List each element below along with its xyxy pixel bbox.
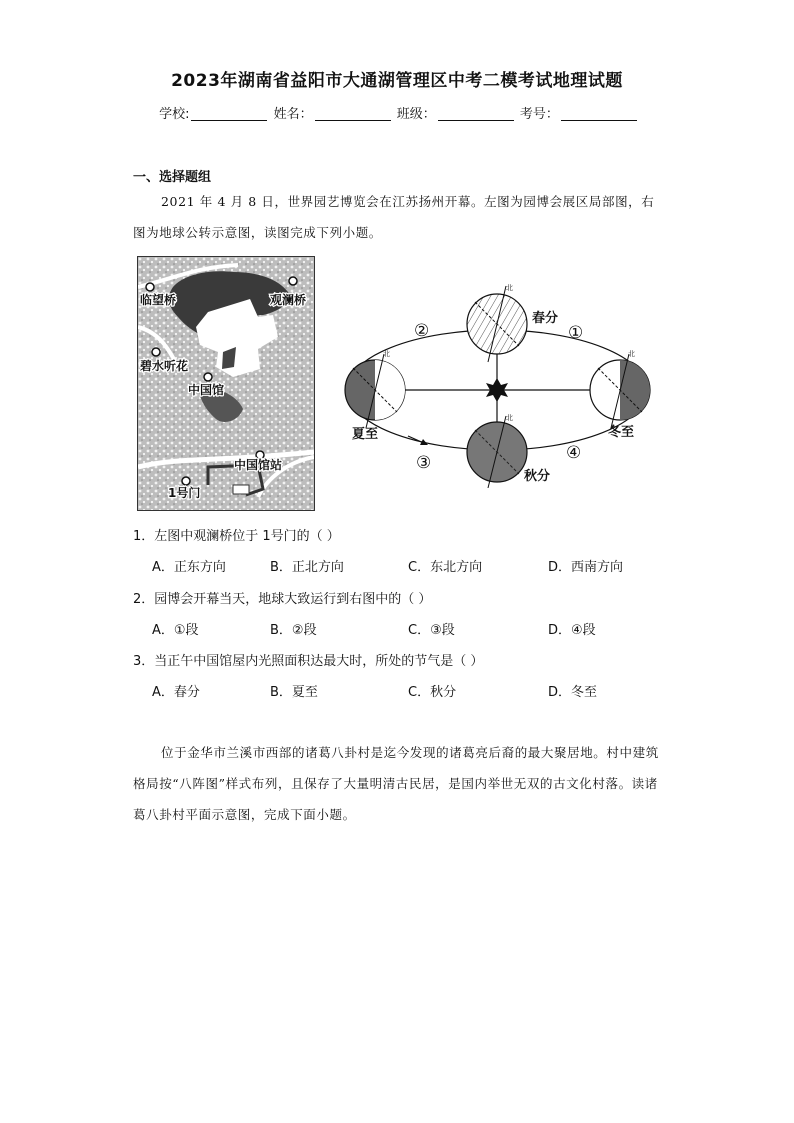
label-spring: 春分 bbox=[532, 311, 559, 326]
guanlan-marker-icon bbox=[289, 277, 297, 285]
class-label: 班级： bbox=[396, 107, 436, 122]
label-segment-2: ② bbox=[414, 321, 430, 341]
exam-number-blank bbox=[561, 106, 637, 121]
label-winter: 冬至 bbox=[608, 425, 635, 440]
exam-number-label: 考号： bbox=[519, 107, 559, 122]
expo-area-map bbox=[137, 256, 315, 511]
name-blank bbox=[315, 106, 391, 121]
q2-option-c[interactable]: C．③段 bbox=[408, 623, 455, 638]
map-label-bishui: 碧水听花 bbox=[140, 359, 189, 373]
q2-option-a[interactable]: A．①段 bbox=[152, 623, 199, 638]
map-label-station: 中国馆站 bbox=[234, 458, 283, 472]
q1-option-a[interactable]: A．正东方向 bbox=[152, 560, 226, 575]
label-segment-3: ③ bbox=[416, 453, 432, 473]
q1-option-d[interactable]: D．西南方向 bbox=[548, 560, 624, 575]
north-label-summer: 北 bbox=[383, 350, 390, 358]
north-label-winter: 北 bbox=[628, 350, 635, 358]
zhongguoguan-marker-icon bbox=[204, 373, 212, 381]
student-info-line bbox=[0, 103, 794, 122]
q3-option-a[interactable]: A．春分 bbox=[152, 685, 200, 700]
earth-summer-solstice bbox=[345, 354, 405, 428]
school-label: 学校: bbox=[159, 107, 190, 122]
q1-option-c[interactable]: C．东北方向 bbox=[408, 560, 483, 575]
linwang-marker-icon bbox=[146, 283, 154, 291]
map-label-guanlan: 观澜桥 bbox=[270, 293, 307, 307]
q2-option-b[interactable]: B．②段 bbox=[270, 623, 317, 638]
map-label-gate: 1号门 bbox=[168, 486, 201, 500]
school-blank bbox=[191, 106, 267, 121]
label-summer: 夏至 bbox=[352, 427, 379, 442]
q3-option-c[interactable]: C．秋分 bbox=[408, 685, 457, 700]
earth-orbit-diagram bbox=[338, 284, 658, 488]
name-label: 姓名： bbox=[273, 107, 313, 122]
gate-building bbox=[233, 485, 249, 494]
earth-autumn-equinox bbox=[467, 416, 527, 488]
earth-winter-solstice bbox=[590, 354, 650, 428]
map-label-zhongguoguan: 中国馆 bbox=[188, 383, 225, 397]
section2-intro: 位于金华市兰溪市西部的诸葛八卦村是迄今发现的诸葛亮后裔的最大聚居地。村中建筑格局按“八阵图”样式布列，且保存了大量明清古民居，是国内举世无双的古文化村落。读诸葛八卦村平面示意图，完成下面小题。 bbox=[133, 745, 659, 822]
q1-option-b[interactable]: B．正北方向 bbox=[270, 560, 344, 575]
gate-marker-icon bbox=[182, 477, 190, 485]
label-segment-1: ① bbox=[568, 323, 584, 343]
q3-option-b[interactable]: B．夏至 bbox=[270, 685, 318, 700]
q3-option-d[interactable]: D．冬至 bbox=[548, 685, 598, 700]
earth-spring-equinox bbox=[467, 286, 527, 362]
question-3-stem: 3．当正午中国馆屋内光照面积达最大时，所处的节气是（ ） bbox=[133, 654, 484, 669]
section1-intro: 2021 年 4 月 8 日，世界园艺博览会在江苏扬州开幕。左图为园博会展区局部图，右图为地球公转示意图，读图完成下列小题。 bbox=[133, 194, 655, 240]
north-label-spring: 北 bbox=[506, 284, 513, 292]
bishui-marker-icon bbox=[152, 348, 160, 356]
question-2-stem: 2．园博会开幕当天，地球大致运行到右图中的（ ） bbox=[133, 592, 432, 607]
section-heading: 一、选择题组 bbox=[133, 170, 212, 185]
question-1-stem: 1．左图中观澜桥位于 1号门的（ ） bbox=[133, 529, 340, 544]
north-label-autumn: 北 bbox=[506, 414, 513, 422]
label-segment-4: ④ bbox=[566, 443, 582, 463]
q2-option-d[interactable]: D．④段 bbox=[548, 623, 596, 638]
map-label-linwang: 临望桥 bbox=[140, 293, 177, 307]
class-blank bbox=[438, 106, 514, 121]
label-autumn: 秋分 bbox=[524, 469, 551, 484]
exam-title: 2023年湖南省益阳市大通湖管理区中考二模考试地理试题 bbox=[171, 71, 623, 91]
